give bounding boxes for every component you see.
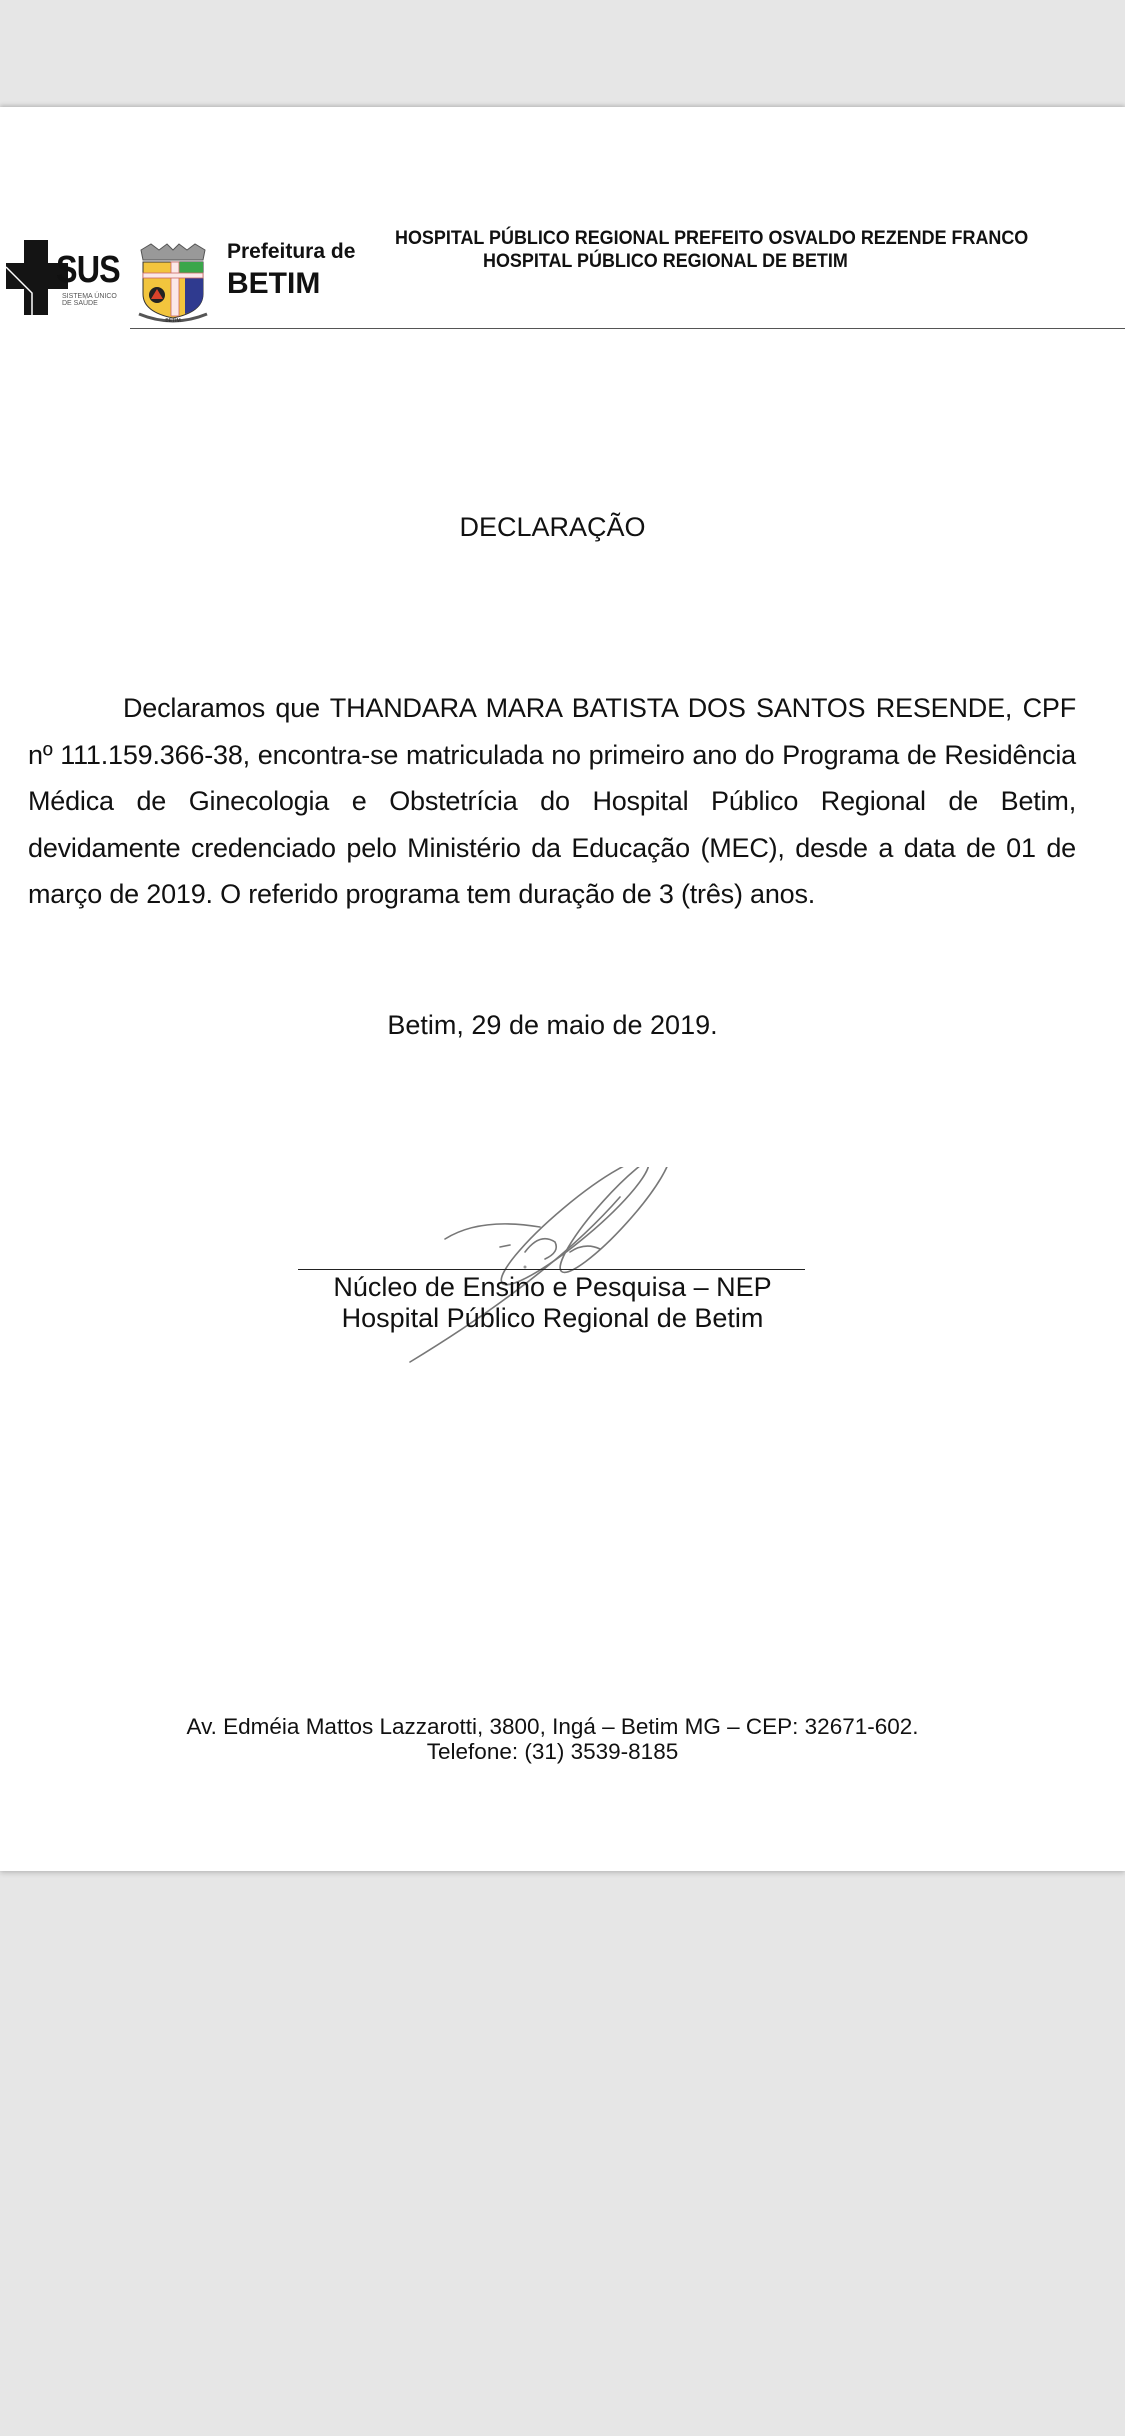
document-title: DECLARAÇÃO <box>459 512 646 542</box>
header-divider <box>130 328 1125 329</box>
signature-line <box>298 1269 805 1270</box>
hospital-name-line1: HOSPITAL PÚBLICO REGIONAL PREFEITO OSVALDO REZENDE FRANCO <box>395 227 1029 249</box>
document-page <box>0 107 1125 1871</box>
sus-subtitle: SISTEMA ÚNICO DE SAÚDE <box>62 293 117 307</box>
signatory-department: Núcleo de Ensino e Pesquisa – NEP <box>333 1272 772 1302</box>
betim-coat-of-arms-icon <box>137 242 209 324</box>
coat-of-arms-label: BETIM <box>165 318 181 324</box>
sus-logo-text: SUS <box>56 249 120 291</box>
declaration-body: Declaramos que THANDARA MARA BATISTA DOS SANTOS RESENDE, CPF nº 111.159.366-38, encontra-se matriculada no primeiro ano do Programa de Residência Médica de Ginecologia e Obstetrícia do Hospital Público Regional de Betim, devidamente credenciado pelo Ministério da Educação (MEC), desde a data de 01 de março de 2019. O referido programa tem duração de 3 (três) anos. <box>28 693 1076 909</box>
footer-phone: Telefone: (31) 3539-8185 <box>426 1739 679 1764</box>
prefeitura-label: Prefeitura de <box>227 240 356 263</box>
date-line: Betim, 29 de maio de 2019. <box>387 1010 718 1040</box>
prefeitura-city: BETIM <box>227 267 321 300</box>
footer-address: Av. Edméia Mattos Lazzarotti, 3800, Ingá – Betim MG – CEP: 32671-602. <box>186 1714 919 1739</box>
signatory-institution: Hospital Público Regional de Betim <box>341 1303 764 1333</box>
hospital-name-line2: HOSPITAL PÚBLICO REGIONAL DE BETIM <box>483 250 848 272</box>
